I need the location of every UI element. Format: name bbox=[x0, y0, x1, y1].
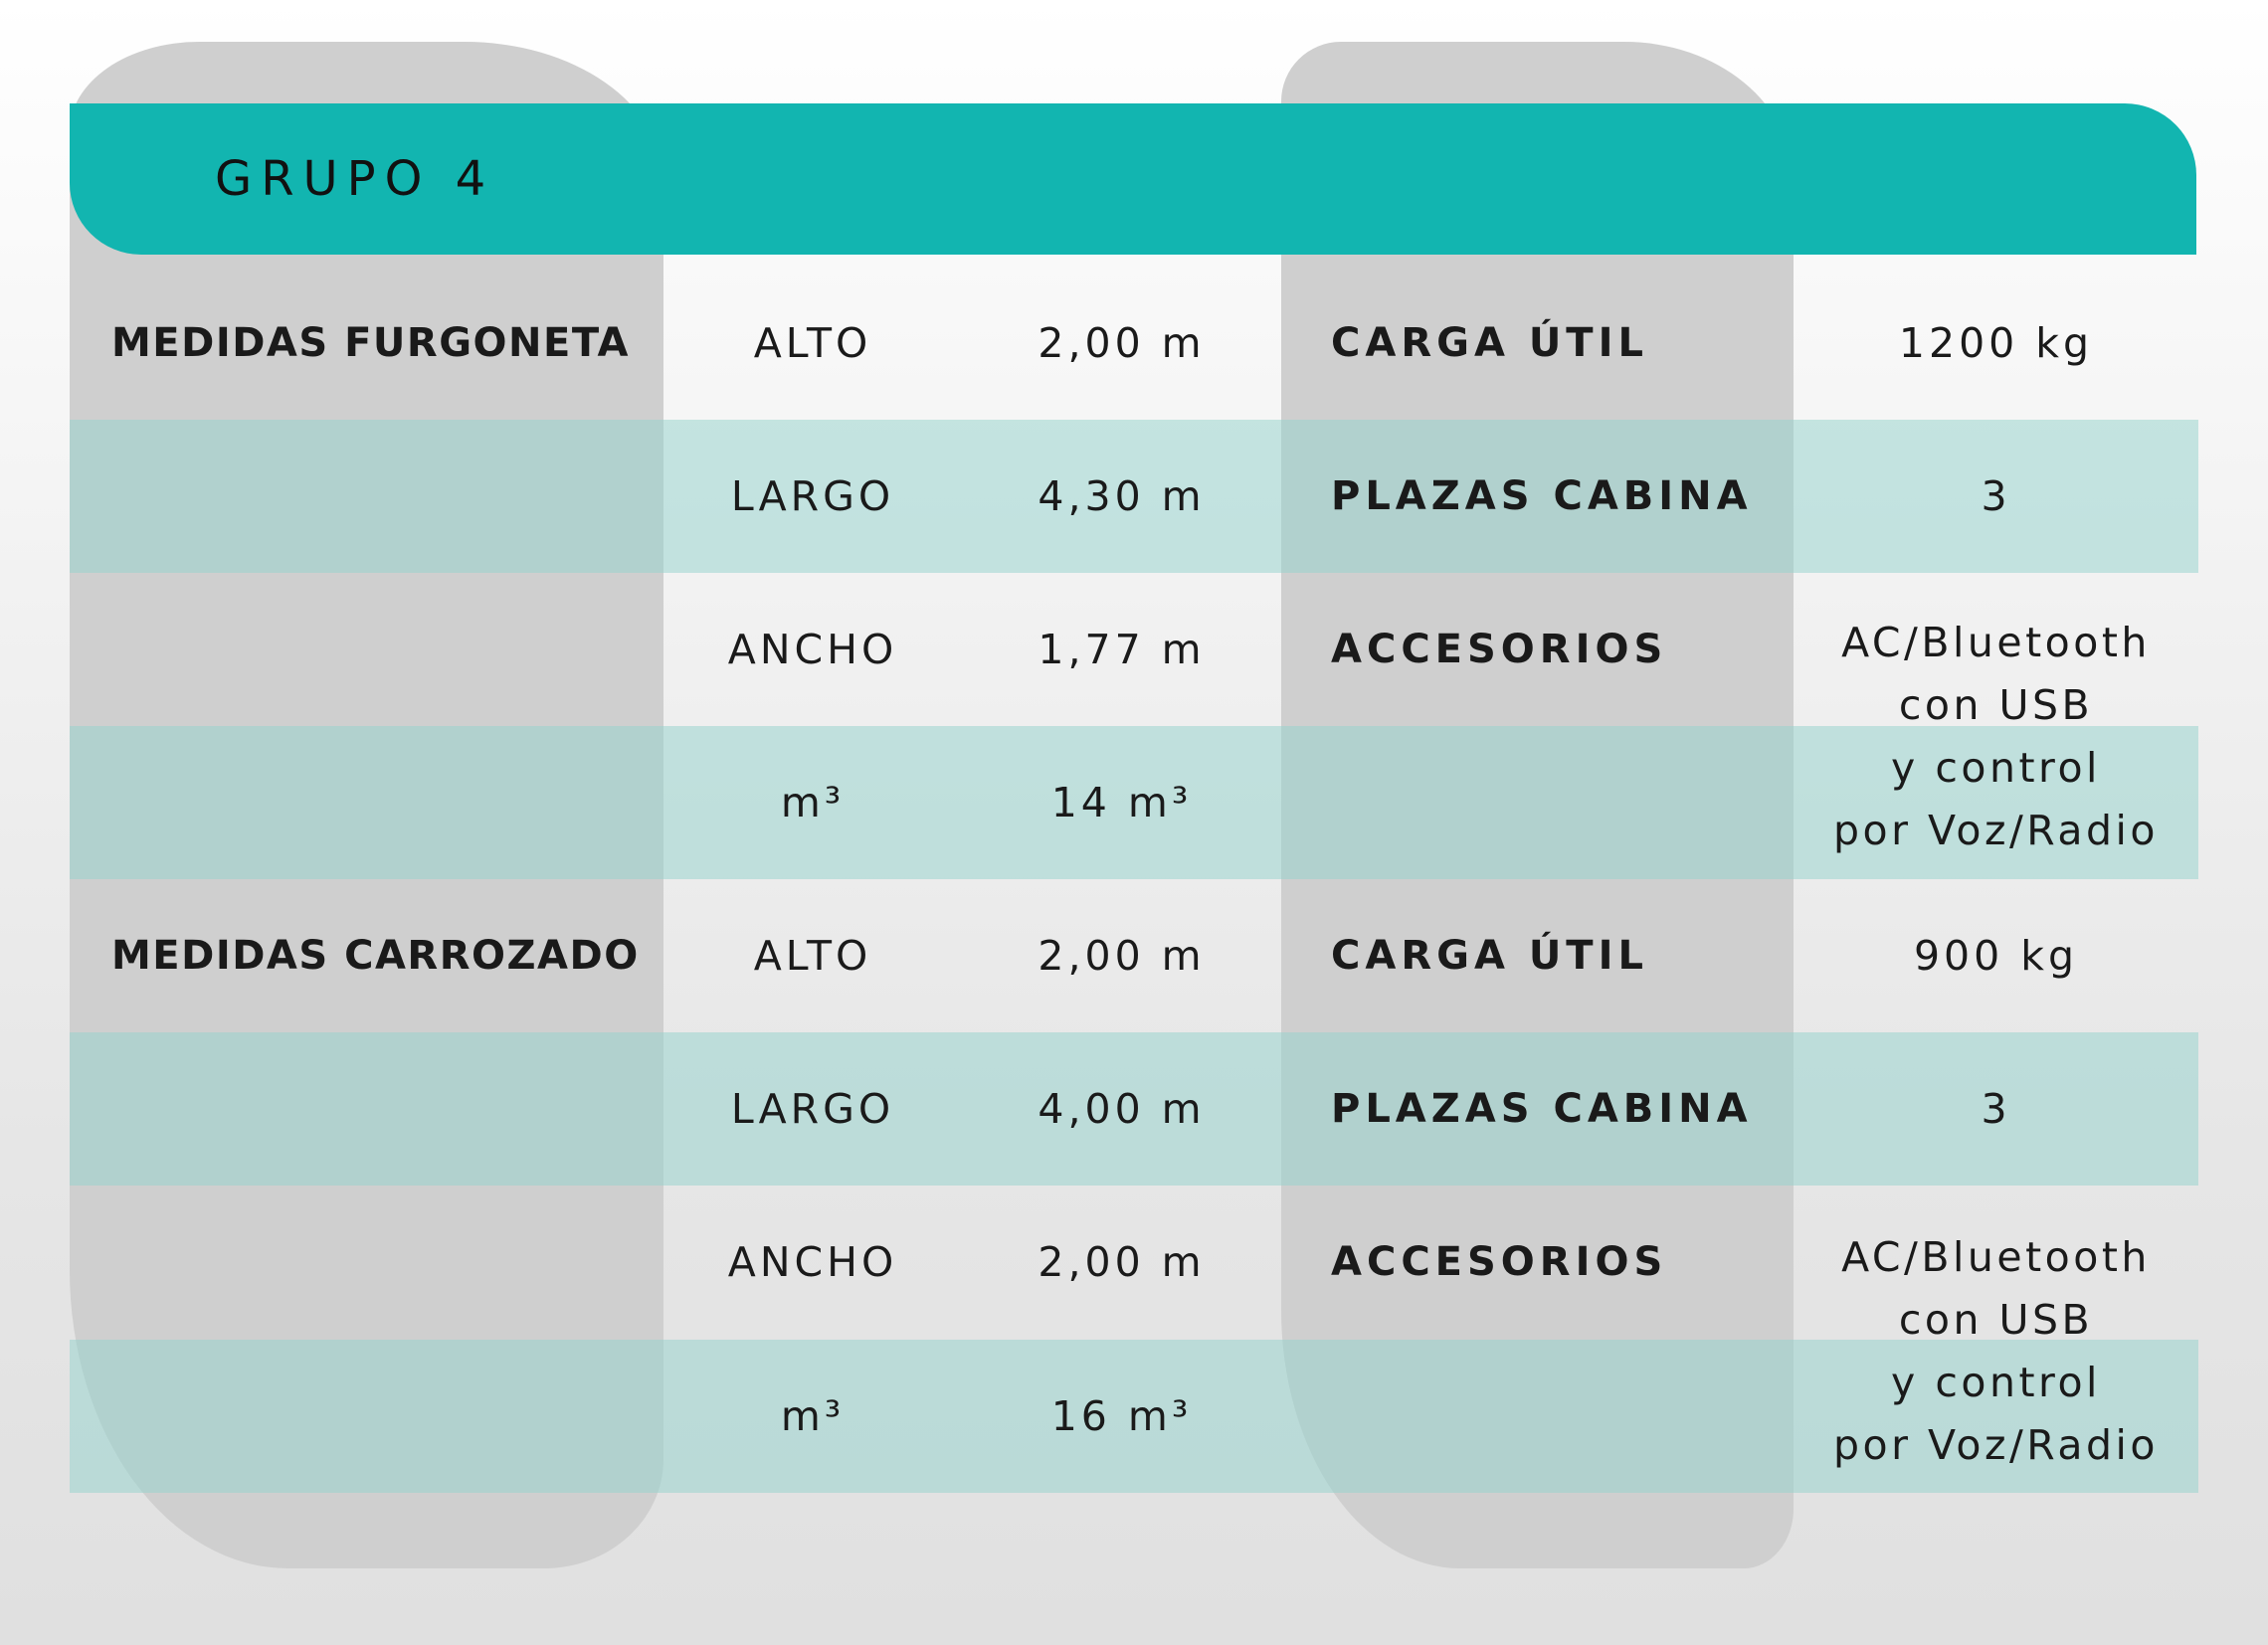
spec-value: 1200 kg bbox=[1898, 319, 2094, 367]
dimension-label: m³ bbox=[780, 779, 846, 826]
group-header bbox=[70, 103, 2196, 255]
dimension-label: ANCHO bbox=[727, 626, 898, 673]
dimension-label: LARGO bbox=[730, 1085, 895, 1133]
dimension-value: 14 m³ bbox=[1050, 779, 1193, 826]
accessory-line: AC/Bluetooth bbox=[1841, 619, 2151, 666]
accessory-line: con USB bbox=[1898, 1296, 2094, 1344]
dimension-label: LARGO bbox=[730, 472, 895, 520]
section-title-carrozado: MEDIDAS CARROZADO bbox=[111, 933, 640, 979]
dimension-label: ALTO bbox=[753, 932, 872, 980]
accessory-line: AC/Bluetooth bbox=[1841, 1233, 2151, 1281]
dimension-value: 1,77 m bbox=[1038, 626, 1206, 673]
dimension-label: ANCHO bbox=[727, 1238, 898, 1286]
spec-label: PLAZAS CABINA bbox=[1331, 1086, 1753, 1132]
dimension-label: m³ bbox=[780, 1392, 846, 1440]
spec-label: CARGA ÚTIL bbox=[1331, 933, 1648, 979]
accessory-line: con USB bbox=[1898, 681, 2094, 729]
accessory-line: y control bbox=[1891, 1359, 2101, 1406]
spec-label: PLAZAS CABINA bbox=[1331, 473, 1753, 519]
dimension-value: 2,00 m bbox=[1038, 319, 1206, 367]
dimension-value: 2,00 m bbox=[1038, 1238, 1206, 1286]
accessory-line: por Voz/Radio bbox=[1833, 1421, 2159, 1469]
spec-label: ACCESORIOS bbox=[1331, 627, 1668, 672]
accessory-line: y control bbox=[1891, 744, 2101, 792]
spec-label: CARGA ÚTIL bbox=[1331, 320, 1648, 366]
dimension-value: 4,00 m bbox=[1038, 1085, 1206, 1133]
dimension-value: 2,00 m bbox=[1038, 932, 1206, 980]
dimension-value: 4,30 m bbox=[1038, 472, 1206, 520]
accessories-list bbox=[1794, 612, 2198, 862]
spec-value: 3 bbox=[1981, 1085, 2011, 1133]
spec-value: 3 bbox=[1981, 472, 2011, 520]
dimension-value: 16 m³ bbox=[1050, 1392, 1193, 1440]
spec-value: 900 kg bbox=[1913, 932, 2079, 980]
section-title-furgoneta: MEDIDAS FURGONETA bbox=[111, 320, 630, 366]
accessory-line: por Voz/Radio bbox=[1833, 807, 2159, 854]
group-title: GRUPO 4 bbox=[215, 151, 495, 207]
accessories-list bbox=[1794, 1226, 2198, 1477]
spec-label: ACCESORIOS bbox=[1331, 1239, 1668, 1285]
dimension-label: ALTO bbox=[753, 319, 872, 367]
